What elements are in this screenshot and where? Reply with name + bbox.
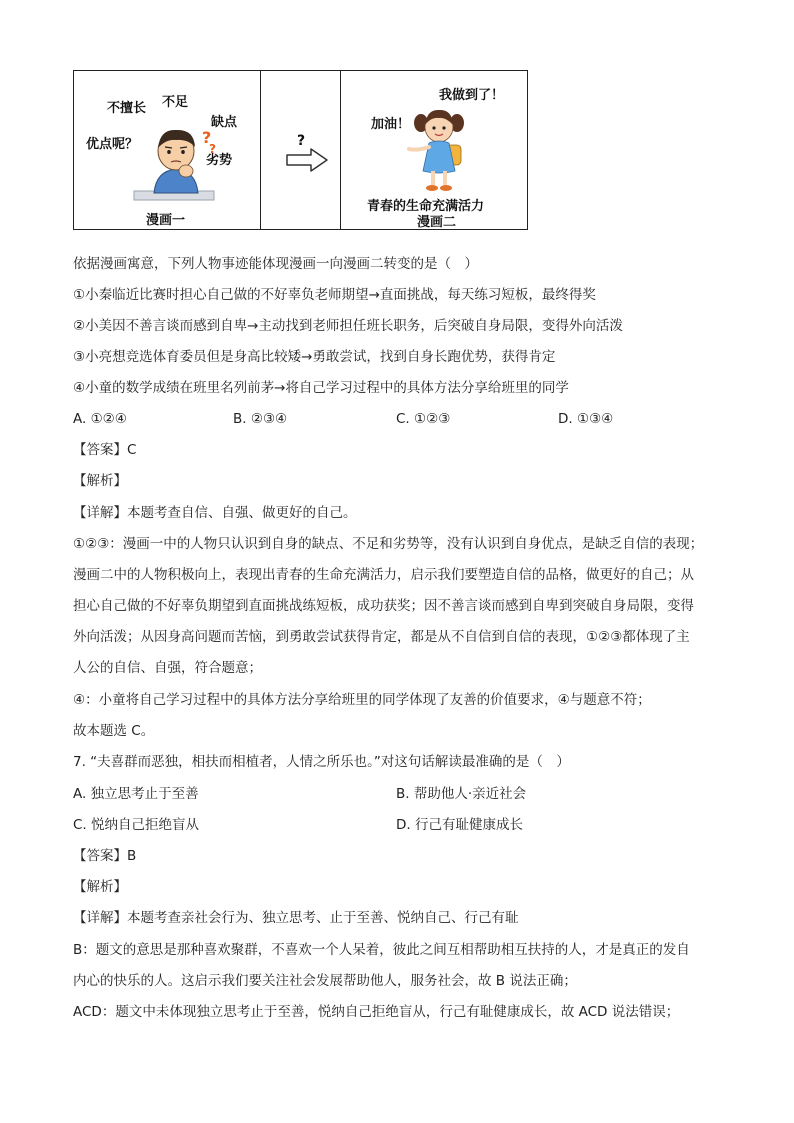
word-not-good-at: 不擅长: [107, 101, 147, 116]
q6-option-c: C. ①②③: [396, 411, 451, 427]
cheerful-girl-illustration: [399, 101, 479, 196]
q6-explain-line: ④：小童将自己学习过程中的具体方法分享给班里的同学体现了友善的价值要求，④与题意不符；: [73, 692, 651, 708]
q6-conclusion: 故本题选 C。: [73, 723, 155, 739]
word-insufficient: 不足: [162, 95, 189, 110]
word-shortcoming: 缺点: [211, 115, 238, 130]
q7-explain-line: ACD：题文中未体现独立思考止于至善，悦纳自己拒绝盲从，行己有耻健康成长，故 ACD 说法错误；: [73, 1004, 680, 1020]
q6-stem: 依据漫画寓意，下列人物事迹能体现漫画一向漫画二转变的是（ ）: [73, 256, 478, 272]
word-i-did-it: 我做到了！: [439, 88, 505, 103]
q6-explain-line: 人公的自信、自强，符合题意；: [73, 660, 262, 676]
q6-answer: 【答案】C: [73, 442, 137, 458]
comic-panel-2: [341, 71, 528, 229]
q6-explain-line: 担心自己做的不好辜负期望到直面挑战练短板，成功获奖；因不善言谈而感到自卑到突破自身局限，变得: [73, 598, 694, 614]
right-arrow-icon: [285, 147, 329, 173]
q6-item-1: ①小秦临近比赛时担心自己做的不好辜负老师期望→直面挑战，每天练习短板，最终得奖: [73, 287, 596, 303]
q7-explain-line: B：题文的意思是那种喜欢聚群，不喜欢一个人呆着，彼此之间互相帮助相互扶持的人，才是真正的发自: [73, 942, 690, 958]
word-keep-going: 加油！: [371, 117, 411, 132]
svg-text:?: ?: [209, 142, 216, 156]
q6-explain-line: 漫画二中的人物积极向上，表现出青春的生命充满活力，启示我们要塑造自信的品格，做更好的自己；从: [73, 567, 694, 583]
q6-option-a: A. ①②④: [73, 411, 127, 427]
panel-1-caption: 漫画一: [146, 213, 186, 228]
q6-option-d: D. ①③④: [558, 411, 614, 427]
panel-2-caption: 漫画二: [417, 215, 457, 230]
q7-option-c: C. 悦纳自己拒绝盲从: [73, 817, 200, 833]
word-disadvantage: 劣势: [206, 153, 233, 168]
q6-detail: 【详解】本题考查自信、自强、做更好的自己。: [73, 505, 357, 521]
q7-answer: 【答案】B: [73, 848, 137, 864]
q6-explain-line: ①②③：漫画一中的人物只认识到自身的缺点、不足和劣势等，没有认识到自身优点，是缺乏自信的表现；: [73, 536, 704, 552]
q7-option-d: D. 行己有耻健康成长: [396, 817, 523, 833]
transition-question-mark: ?: [297, 133, 306, 149]
q6-item-2: ②小美因不善言谈而感到自卑→主动找到老师担任班长职务，后突破自身局限，变得外向活泼: [73, 318, 623, 334]
q7-explain-line: 内心的快乐的人。这启示我们要关注社会发展帮助他人，服务社会，故 B 说法正确；: [73, 973, 577, 989]
q6-option-b: B. ②③④: [233, 411, 288, 427]
q6-item-3: ③小亮想竞选体育委员但是身高比较矮→勇敢尝试，找到自身长跑优势，获得肯定: [73, 349, 556, 365]
panel-2-slogan: 青春的生命充满活力: [367, 199, 485, 214]
thinking-boy-illustration: [114, 111, 224, 211]
comic-table: [73, 70, 528, 230]
q6-analysis-label: 【解析】: [73, 473, 127, 489]
q6-item-4: ④小童的数学成绩在班里名列前茅→将自己学习过程中的具体方法分享给班里的同学: [73, 380, 569, 396]
comic-transition: [261, 71, 341, 229]
q7-stem: 7. “夫喜群而恶独，相扶而相植者，人情之所乐也。”对这句话解读最准确的是（ ）: [73, 754, 570, 770]
q7-option-b: B. 帮助他人·亲近社会: [396, 786, 527, 802]
q7-detail: 【详解】本题考查亲社会行为、独立思考、止于至善、悦纳自己、行己有耻: [73, 910, 519, 926]
q7-option-a: A. 独立思考止于至善: [73, 786, 199, 802]
q7-analysis-label: 【解析】: [73, 879, 127, 895]
comic-panel-1: [74, 71, 261, 229]
q6-explain-line: 外向活泼；从因身高问题而苦恼，到勇敢尝试获得肯定，都是从不自信到自信的表现，①②③都体现了主: [73, 629, 690, 645]
word-strengths: 优点呢？: [86, 137, 139, 152]
svg-text:?: ?: [202, 128, 212, 147]
